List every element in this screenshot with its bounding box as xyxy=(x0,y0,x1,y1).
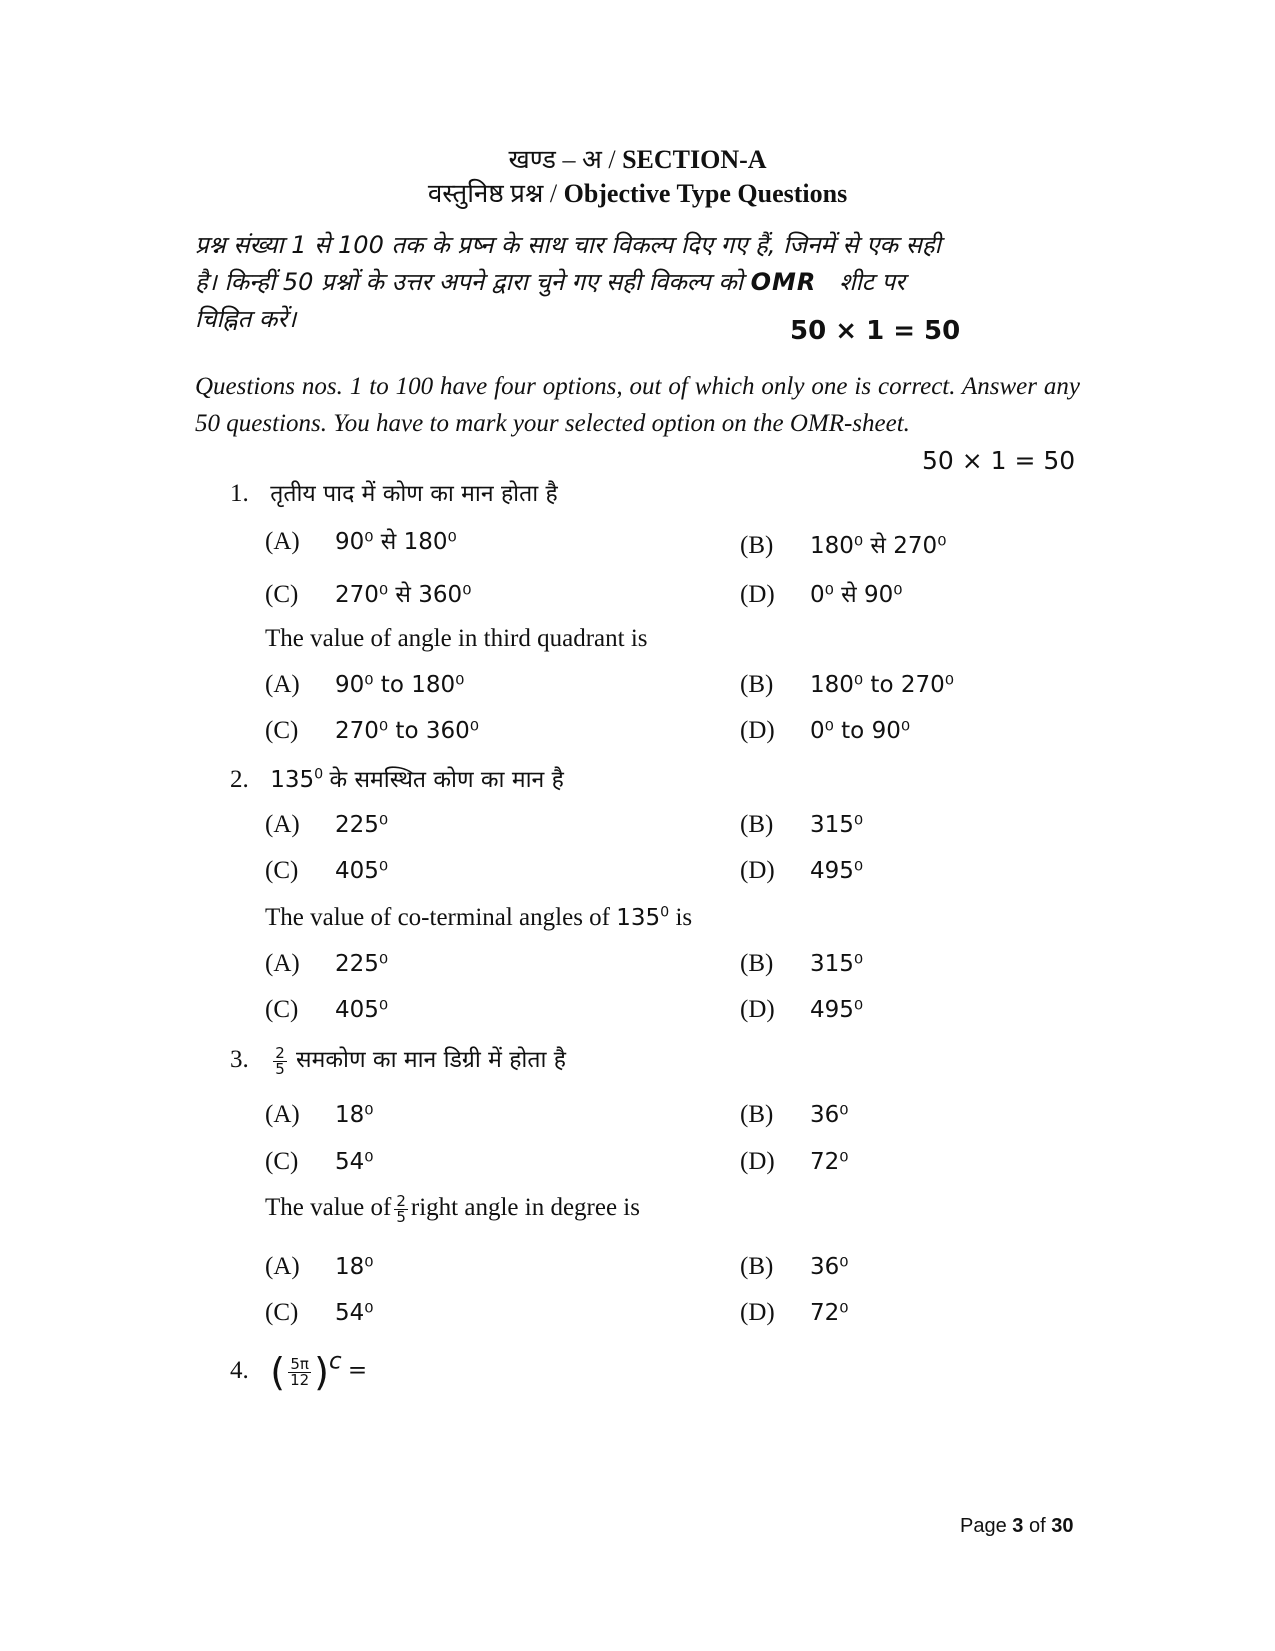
q3-hi-option-a: (A) 18⁰ xyxy=(265,1101,374,1128)
option-value: 18⁰ xyxy=(335,1254,374,1280)
question-3-english: The value of $\frac{2}{5}$ right angle in degree is xyxy=(265,1192,640,1226)
angle-value: $135^0$ xyxy=(270,766,324,793)
q3-en-option-b: (B) 36⁰ xyxy=(740,1253,849,1280)
q3-hi-option-d: (D) 72⁰ xyxy=(740,1148,849,1175)
q2-en-option-d: (D) 495⁰ xyxy=(740,996,864,1023)
q1-en-option-b: (B) 180⁰ to 270⁰ xyxy=(740,671,954,698)
q2-en-option-c: (C) 405⁰ xyxy=(265,996,389,1023)
q1-hi-option-b: (B) 180⁰ से 270⁰ xyxy=(740,532,947,559)
subsection-heading-english: Objective Type Questions xyxy=(563,179,848,208)
subsection-heading-hindi: वस्तुनिष्ठ प्रश्न / xyxy=(427,179,558,208)
option-value: 36⁰ xyxy=(810,1102,849,1128)
radian-superscript: c xyxy=(329,1348,342,1375)
q2-hi-option-a: (A) 225⁰ xyxy=(265,811,389,838)
subsection-heading xyxy=(0,174,1275,210)
option-value: 270⁰ to 360⁰ xyxy=(335,718,479,744)
option-value: 225⁰ xyxy=(335,812,389,838)
option-value: 54⁰ xyxy=(335,1300,374,1326)
section-heading-hindi: खण्ड – अ / xyxy=(508,145,616,174)
q1-en-option-a: (A) 90⁰ to 180⁰ xyxy=(265,671,465,698)
angle-value: $135^0$ xyxy=(616,904,670,931)
fraction: $\frac{5\pi}{12}$ xyxy=(290,1354,310,1389)
option-value: 90⁰ to 180⁰ xyxy=(335,672,465,698)
page-word: Page xyxy=(960,1515,1007,1537)
hindi-instruction-line-1: प्रश्न संख्या 1 से 100 तक के प्रष्न के साथ चार विकल्प दिए गए हैं, जिनमें से एक सही xyxy=(195,231,941,259)
option-value: 225⁰ xyxy=(335,951,389,977)
option-value: 495⁰ xyxy=(810,858,864,884)
option-value: 405⁰ xyxy=(335,858,389,884)
option-value: 72⁰ xyxy=(810,1149,849,1175)
close-paren: ) xyxy=(314,1350,329,1394)
equals-sign: = xyxy=(347,1357,368,1384)
page-total: 30 xyxy=(1051,1515,1074,1537)
hindi-instruction-line-3: चिह्नित करें। xyxy=(195,305,297,333)
question-3-hindi xyxy=(230,1042,566,1077)
q3-en-option-c: (C) 54⁰ xyxy=(265,1299,374,1326)
question-4 xyxy=(230,1350,367,1394)
question-text: समकोण का मान डिग्री में होता है xyxy=(296,1047,566,1073)
open-paren: ( xyxy=(270,1350,286,1394)
option-value: 0⁰ to 90⁰ xyxy=(810,718,911,744)
option-value: 495⁰ xyxy=(810,997,864,1023)
of-word: of xyxy=(1028,1515,1046,1537)
page-footer xyxy=(960,1515,1073,1538)
section-heading-english: SECTION-A xyxy=(622,145,767,174)
question-text: के समस्थित कोण का मान है xyxy=(329,767,564,793)
q1-hi-option-c: (C) 270⁰ से 360⁰ xyxy=(265,581,472,608)
option-value: 36⁰ xyxy=(810,1254,849,1280)
q1-hi-option-a: (A) 90⁰ से 180⁰ xyxy=(265,528,457,555)
q2-hi-option-d: (D) 495⁰ xyxy=(740,857,864,884)
q2-en-option-b: (B) 315⁰ xyxy=(740,950,864,977)
q1-hi-option-d: (D) 0⁰ से 90⁰ xyxy=(740,581,903,608)
q2-hi-option-b: (B) 315⁰ xyxy=(740,811,864,838)
q1-en-option-c: (C) 270⁰ to 360⁰ xyxy=(265,717,479,744)
option-value: 54⁰ xyxy=(335,1149,374,1175)
question-number: 1. xyxy=(230,480,249,507)
english-instruction: Questions nos. 1 to 100 have four options, out of which only one is correct. Answer any 50 questions. You have to mark your selected option on the OMR-sheet. xyxy=(195,373,1080,437)
option-value: 315⁰ xyxy=(810,951,864,977)
omr-label: OMR xyxy=(750,268,817,296)
q3-en-option-d: (D) 72⁰ xyxy=(740,1299,849,1326)
hindi-instruction-sheet: शीट पर xyxy=(839,268,905,296)
q3-en-option-a: (A) 18⁰ xyxy=(265,1253,374,1280)
fraction: $\frac{2}{5}$ xyxy=(275,1043,285,1078)
option-value: 90⁰ से 180⁰ xyxy=(335,529,457,555)
question-2-hindi xyxy=(230,762,564,794)
question-number: 4. xyxy=(230,1356,249,1384)
q2-en-option-a: (A) 225⁰ xyxy=(265,950,389,977)
hindi-instruction-text: है। किन्हीं 50 प्रश्नों के उत्तर अपने द्वारा चुने गए सही विकल्प को xyxy=(195,268,743,296)
option-value: 72⁰ xyxy=(810,1300,849,1326)
option-value: 180⁰ to 270⁰ xyxy=(810,672,954,698)
question-2-english: The value of co-terminal angles of $135^0$ is xyxy=(265,904,693,931)
q3-hi-option-c: (C) 54⁰ xyxy=(265,1148,374,1175)
fraction: $\frac{2}{5}$ xyxy=(396,1192,406,1226)
question-number: 2. xyxy=(230,766,249,793)
section-heading xyxy=(0,140,1275,176)
marks-english: 50 × 1 = 50 xyxy=(922,446,1076,475)
option-value: 180⁰ से 270⁰ xyxy=(810,533,947,559)
q1-en-option-d: (D) 0⁰ to 90⁰ xyxy=(740,717,911,744)
option-value: 405⁰ xyxy=(335,997,389,1023)
question-text: तृतीय पाद में कोण का मान होता है xyxy=(270,481,558,507)
q2-hi-option-c: (C) 405⁰ xyxy=(265,857,389,884)
option-value: 315⁰ xyxy=(810,812,864,838)
option-value: 0⁰ से 90⁰ xyxy=(810,582,903,608)
option-value: 270⁰ से 360⁰ xyxy=(335,582,472,608)
hindi-instruction-line-2 xyxy=(195,263,1085,302)
question-1-english: The value of angle in third quadrant is xyxy=(265,625,648,652)
marks-hindi: 50 × 1 = 50 xyxy=(790,316,961,346)
page-number: 3 xyxy=(1012,1515,1024,1537)
question-1-hindi xyxy=(230,476,558,508)
question-number: 3. xyxy=(230,1046,249,1073)
option-value: 18⁰ xyxy=(335,1102,374,1128)
q3-hi-option-b: (B) 36⁰ xyxy=(740,1101,849,1128)
